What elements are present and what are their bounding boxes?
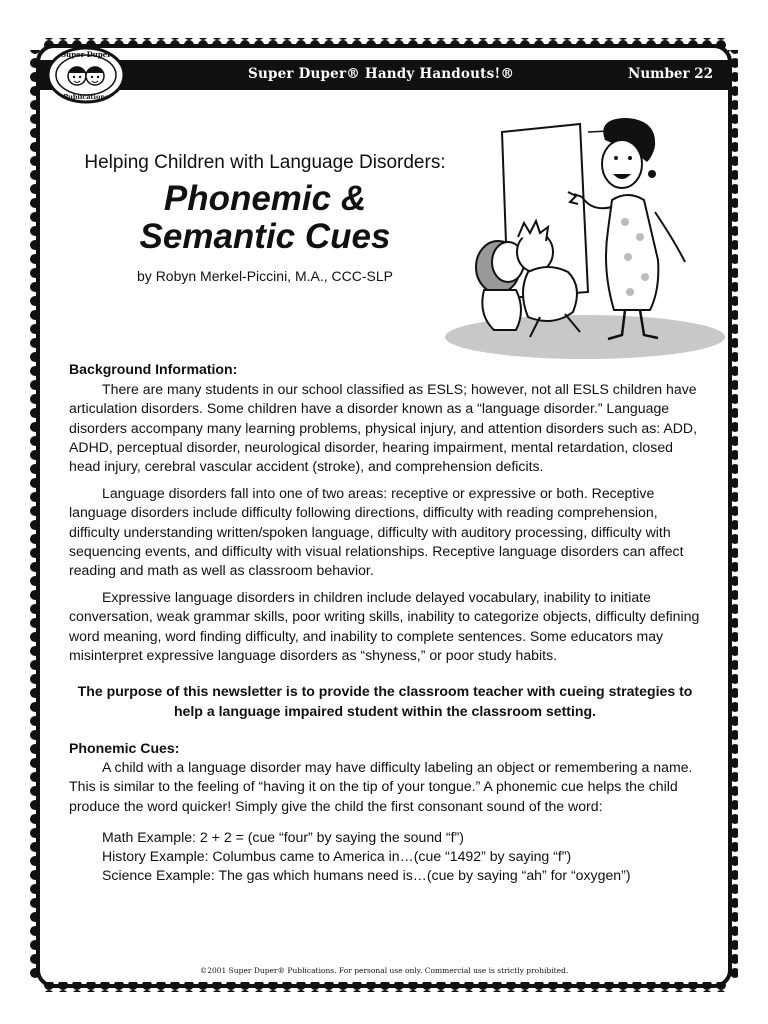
background-paragraph-2: Language disorders fall into one of two areas: receptive or expressive or both. Receptive language disorders include difficulty following directions, difficulty with reading comprehension, difficulty understanding written/spoken language, difficulty with auditory processing, difficulty with sequencing events, and difficulty with visual relationships. Receptive language disorders can affect reading and math as well as classroom behavior. bbox=[69, 485, 684, 579]
background-heading: Background Information: bbox=[69, 361, 238, 377]
author-line: by Robyn Merkel-Piccini, M.A., CCC-SLP bbox=[137, 268, 393, 284]
header-title: Super Duper® Handy Handouts!® bbox=[248, 66, 515, 82]
phonemic-paragraph: A child with a language disorder may have difficulty labeling an object or remembering a name. This is similar to the feeling of “having it on the tip of your tongue.” A phonemic cue helps the child produce the word quicker! Simply give the child the first consonant sound of the word: bbox=[69, 759, 693, 814]
title-line-1: Phonemic & bbox=[163, 179, 367, 218]
super-duper-logo bbox=[46, 46, 126, 104]
handout-body bbox=[69, 360, 701, 885]
background-paragraph-1: There are many students in our school classified as ESLS; however, not all ESLS children have articulation disorders. Some children have a disorder known as a “language disorder.” Language disorders accompany many learning problems, physical injury, and attention disorders such as: ADD, ADHD, perceptual disorder, neurological disorder, hearing impairment, mental retardation, closed head injury, cerebral vascular accident (stroke), and comprehension deficits. bbox=[69, 381, 697, 475]
document-title bbox=[60, 180, 470, 256]
phonemic-cues-heading: Phonemic Cues: bbox=[69, 740, 180, 757]
example-list bbox=[102, 828, 701, 886]
purpose-line-2: help a language impaired student within the classroom setting. bbox=[173, 703, 597, 720]
background-paragraph-3: Expressive language disorders in children include delayed vocabulary, inability to initiate conversation, weak grammar skills, poor writing skills, inability to categorize objects, difficulty defining word meaning, word finding difficulty, and inability to complete sentences. Some educators may misinterpret expressive language disorders as “shyness,” or poor study habits. bbox=[69, 589, 700, 663]
handout-number: Number 22 bbox=[628, 66, 714, 82]
purpose-line-1: The purpose of this newsletter is to provide the classroom teacher with cueing strategies to bbox=[77, 683, 693, 700]
teacher-students-illustration bbox=[440, 112, 730, 362]
logo-text-top: Super Duper bbox=[61, 50, 111, 59]
purpose-statement bbox=[69, 681, 701, 721]
history-example: History Example: Columbus came to America in…(cue “1492” by saying “f”) bbox=[102, 848, 572, 865]
title-line-2: Semantic Cues bbox=[139, 217, 391, 256]
copyright-footer: ©2001 Super Duper® Publications. For personal use only. Commercial use is strictly prohibited. bbox=[199, 966, 569, 975]
math-example: Math Example: 2 + 2 = (cue “four” by saying the sound “f”) bbox=[102, 828, 464, 845]
logo-text-bottom: Publications bbox=[63, 93, 109, 101]
science-example: Science Example: The gas which humans need is…(cue by saying “ah” for “oxygen”) bbox=[102, 867, 631, 884]
document-subtitle: Helping Children with Language Disorders: bbox=[84, 152, 446, 173]
